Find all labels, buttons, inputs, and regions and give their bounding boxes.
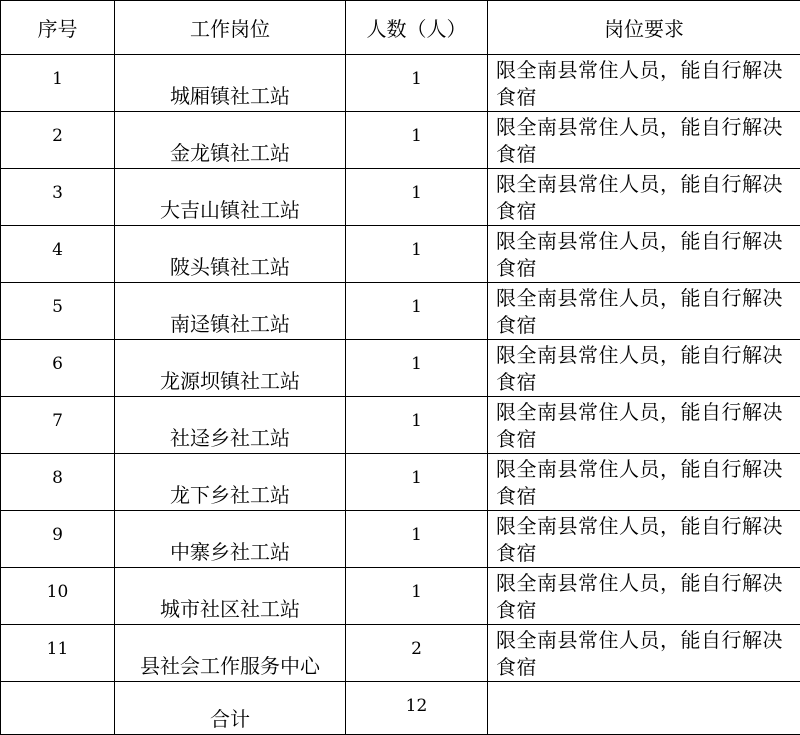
cell-count: 1 xyxy=(346,340,488,397)
table-row xyxy=(1,454,800,511)
cell-position: 龙下乡社工站 xyxy=(115,454,346,511)
cell-position: 社迳乡社工站 xyxy=(115,397,346,454)
cell-requirement: 限全南县常住人员，能自行解决食宿 xyxy=(488,397,800,454)
total-empty-cell xyxy=(1,682,115,735)
cell-position: 龙源坝镇社工站 xyxy=(115,340,346,397)
table-row xyxy=(1,169,800,226)
header-no: 序号 xyxy=(1,1,115,55)
cell-no: 1 xyxy=(1,55,115,112)
cell-position: 城市社区社工站 xyxy=(115,568,346,625)
cell-requirement: 限全南县常住人员，能自行解决食宿 xyxy=(488,625,800,682)
cell-count: 1 xyxy=(346,55,488,112)
table-row xyxy=(1,112,800,169)
table-row xyxy=(1,568,800,625)
total-requirement-empty-cell xyxy=(488,682,800,735)
cell-count: 1 xyxy=(346,226,488,283)
table-row xyxy=(1,625,800,682)
cell-position: 中寨乡社工站 xyxy=(115,511,346,568)
header-position: 工作岗位 xyxy=(115,1,346,55)
cell-no: 11 xyxy=(1,625,115,682)
table-row xyxy=(1,226,800,283)
cell-position: 大吉山镇社工站 xyxy=(115,169,346,226)
cell-position: 南迳镇社工站 xyxy=(115,283,346,340)
cell-requirement: 限全南县常住人员，能自行解决食宿 xyxy=(488,283,800,340)
cell-no: 2 xyxy=(1,112,115,169)
cell-requirement: 限全南县常住人员，能自行解决食宿 xyxy=(488,169,800,226)
total-label: 合计 xyxy=(115,682,346,735)
cell-no: 10 xyxy=(1,568,115,625)
table-row xyxy=(1,511,800,568)
table-row xyxy=(1,283,800,340)
cell-position: 陂头镇社工站 xyxy=(115,226,346,283)
cell-requirement: 限全南县常住人员，能自行解决食宿 xyxy=(488,340,800,397)
cell-count: 1 xyxy=(346,112,488,169)
cell-count: 1 xyxy=(346,169,488,226)
cell-no: 7 xyxy=(1,397,115,454)
cell-position: 县社会工作服务中心 xyxy=(115,625,346,682)
header-requirement: 岗位要求 xyxy=(488,1,800,55)
total-count: 12 xyxy=(346,682,488,735)
cell-no: 8 xyxy=(1,454,115,511)
cell-no: 3 xyxy=(1,169,115,226)
cell-count: 1 xyxy=(346,568,488,625)
cell-no: 5 xyxy=(1,283,115,340)
cell-count: 2 xyxy=(346,625,488,682)
cell-requirement: 限全南县常住人员，能自行解决食宿 xyxy=(488,55,800,112)
header-count: 人数（人） xyxy=(346,1,488,55)
cell-count: 1 xyxy=(346,454,488,511)
cell-requirement: 限全南县常住人员，能自行解决食宿 xyxy=(488,511,800,568)
table-row xyxy=(1,340,800,397)
cell-count: 1 xyxy=(346,283,488,340)
cell-requirement: 限全南县常住人员，能自行解决食宿 xyxy=(488,568,800,625)
cell-count: 1 xyxy=(346,511,488,568)
cell-no: 6 xyxy=(1,340,115,397)
cell-count: 1 xyxy=(346,397,488,454)
cell-position: 金龙镇社工站 xyxy=(115,112,346,169)
cell-no: 9 xyxy=(1,511,115,568)
cell-requirement: 限全南县常住人员，能自行解决食宿 xyxy=(488,454,800,511)
total-row xyxy=(1,682,800,735)
cell-position: 城厢镇社工站 xyxy=(115,55,346,112)
cell-requirement: 限全南县常住人员，能自行解决食宿 xyxy=(488,112,800,169)
table-row xyxy=(1,397,800,454)
table-header-row xyxy=(1,1,800,55)
cell-no: 4 xyxy=(1,226,115,283)
table-row xyxy=(1,55,800,112)
cell-requirement: 限全南县常住人员，能自行解决食宿 xyxy=(488,226,800,283)
